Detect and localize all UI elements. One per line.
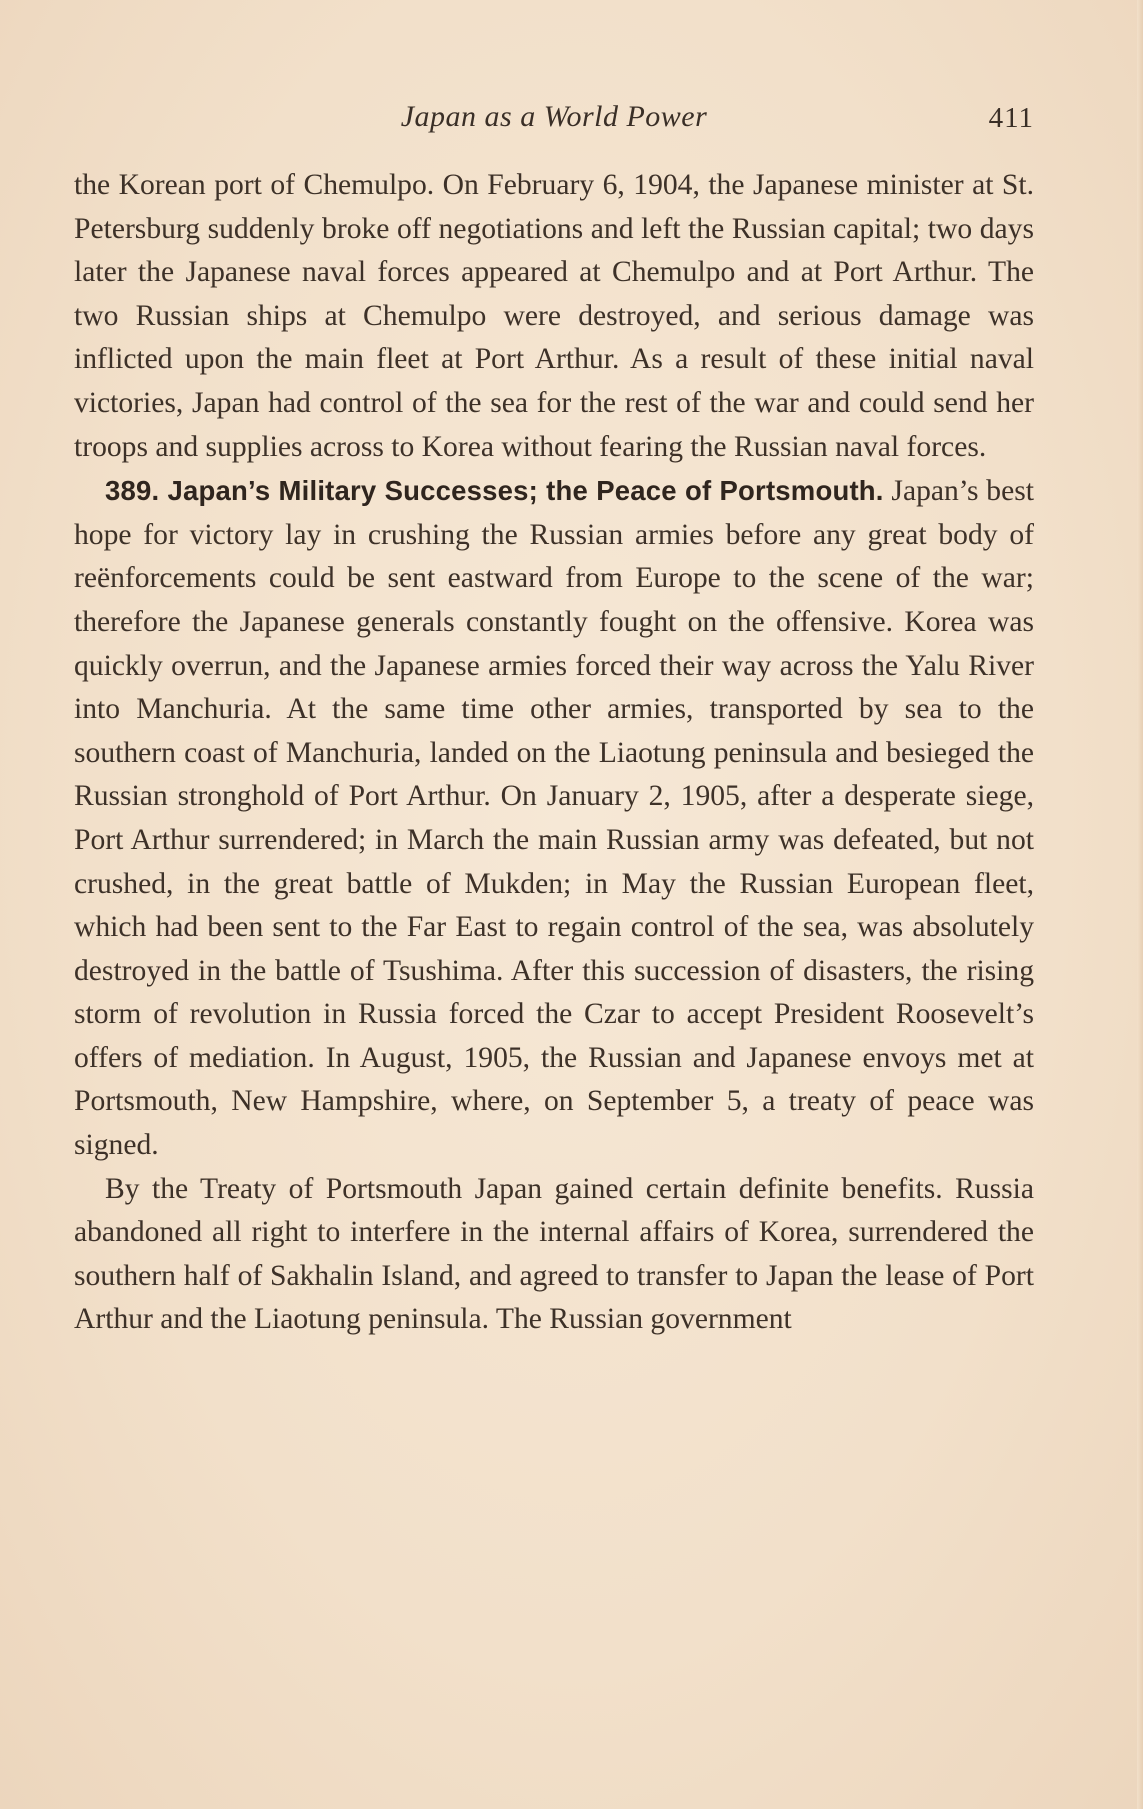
body-text xyxy=(74,164,1034,1342)
running-title: Japan as a World Power xyxy=(400,100,708,133)
page-number: 411 xyxy=(988,102,1034,134)
section-389-text: Japan’s best hope for victory lay in crushing the Russian armies before any great body of reënforcements could be sent eastward from Europe to the scene of the war; therefore the Japanese generals constantly fought on the offensive. Korea was quickly overrun, and the Japanese armies forced their way across the Yalu River into Manchuria. At the same time other armies, transported by sea to the southern coast of Manchuria, landed on the Liaotung peninsula and besieged the Russian stronghold of Port Arthur. On January 2, 1905, after a desperate siege, Port Arthur surrendered; in March the main Russian army was defeated, but not crushed, in the great battle of Mukden; in May the Russian European fleet, which had been sent to the Far East to regain control of the sea, was absolutely destroyed in the battle of Tsushima. After this succession of disasters, the rising storm of revolution in Russia forced the Czar to accept President Roosevelt’s offers of mediation. In August, 1905, the Russian and Japanese envoys met at Portsmouth, New Hampshire, where, on September 5, a treaty of peace was signed. xyxy=(74,475,1034,1162)
section-heading: 389. Japan’s Military Successes; the Peace of Portsmouth. xyxy=(105,475,884,507)
paragraph-continuation: the Korean port of Chemulpo. On February 6, 1904, the Japanese minister at St. Petersburg suddenly broke off negotiations and left the Russian capital; two days later the Japanese naval forces appeared at Chemulpo and at Port Arthur. The two Russian ships at Chemulpo were destroyed, and serious damage was inflicted upon the main fleet at Port Arthur. As a result of these initial naval victories, Japan had control of the sea for the rest of the war and could send her troops and supplies across to Korea without fearing the Russian naval forces. xyxy=(74,169,1034,463)
page-header xyxy=(74,100,1034,148)
page-edge-shadow xyxy=(1137,0,1143,1809)
section-389-paragraph xyxy=(74,469,1034,1168)
treaty-paragraph: By the Treaty of Portsmouth Japan gained certain definite benefits. Russia abandoned all right to interfere in the internal affairs of Korea, surrendered the southern half of Sakhalin Island, and agreed to transfer to Japan the lease of Port Arthur and the Liaotung peninsula. The Russian government xyxy=(74,1172,1034,1336)
